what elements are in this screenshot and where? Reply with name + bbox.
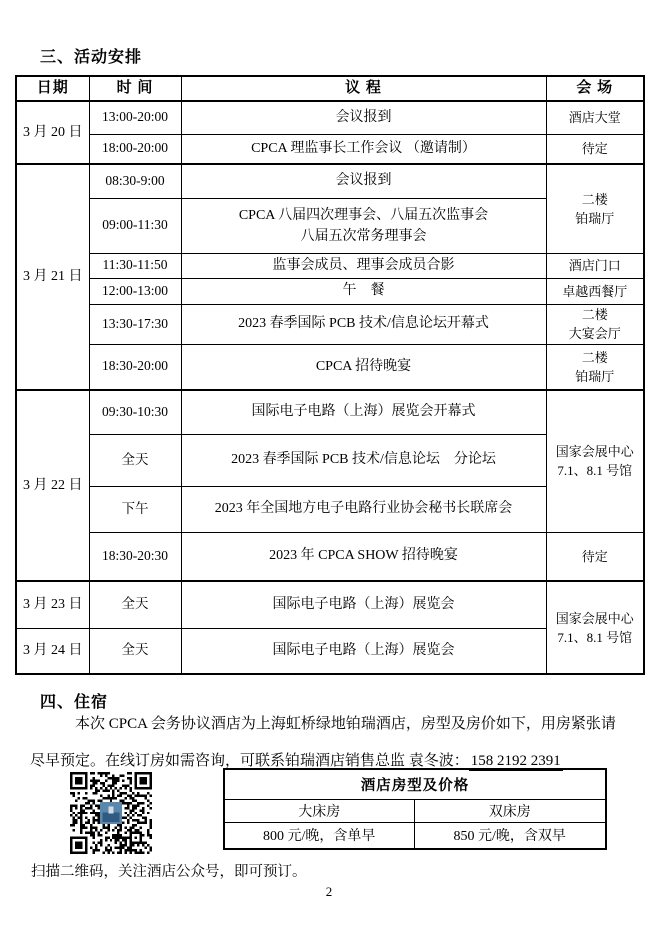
paragraph-line-prefix: 尽早预定。在线订房如需咨询，可联系铂瑞酒店销售总监 袁冬波： [30, 753, 469, 769]
agenda-cell: CPCA 理监事长工作会议 （邀请制） [181, 134, 546, 164]
schedule-row [16, 344, 644, 390]
schedule-row [16, 532, 644, 581]
venue-line: 二楼 [581, 349, 608, 365]
agenda-cell: 国际电子电路（上海）展览会开幕式 [181, 390, 546, 434]
time-cell: 09:30-10:30 [89, 390, 181, 434]
agenda-cell: 会议报到 [181, 101, 546, 134]
column-header-agenda: 议 程 [181, 76, 546, 101]
section4-heading: 四、住宿 [40, 694, 109, 711]
agenda-line: 八届五次常务理事会 [300, 228, 427, 244]
time-cell: 全天 [89, 434, 181, 486]
venue-cell: 酒店门口 [546, 253, 644, 278]
time-cell: 11:30-11:50 [89, 253, 181, 278]
price-table-title: 酒店房型及价格 [224, 769, 606, 799]
time-cell: 全天 [89, 628, 181, 674]
paragraph-line: 本次 CPCA 会务协议酒店为上海虹桥绿地铂瑞酒店，房型及房价如下，用房紧张请 [75, 716, 616, 732]
schedule-header-row [16, 76, 644, 101]
price-cell: 800 元/晚，含单早 [224, 822, 414, 849]
agenda-cell: 2023 年全国地方电子电路行业协会秘书长联席会 [181, 486, 546, 532]
venue-line: 国家会展中心 [555, 610, 634, 626]
price-table-header-row [224, 769, 606, 799]
venue-cell [546, 390, 644, 532]
venue-line: 二楼 [581, 307, 608, 322]
agenda-cell: 2023 春季国际 PCB 技术/信息论坛 分论坛 [181, 434, 546, 486]
room-type-cell: 双床房 [414, 799, 606, 822]
time-cell: 08:30-9:00 [89, 164, 181, 198]
time-cell: 全天 [89, 581, 181, 628]
schedule-row [16, 164, 644, 198]
phone-number: 158 2192 2391 [470, 753, 561, 769]
venue-cell: 待定 [546, 134, 644, 164]
agenda-cell: 午 餐 [181, 278, 546, 304]
venue-cell [546, 304, 644, 344]
column-header-date: 日期 [16, 76, 89, 101]
time-cell: 下午 [89, 486, 181, 532]
venue-line: 二楼 [581, 191, 608, 207]
venue-cell [546, 344, 644, 390]
qr-caption: 扫描二维码，关注酒店公众号，即可预订。 [31, 864, 307, 880]
venue-line: 铂瑞厅 [575, 210, 615, 226]
column-header-venue: 会 场 [546, 76, 644, 101]
date-cell: 3 月 22 日 [16, 390, 89, 581]
date-cell: 3 月 20 日 [16, 101, 89, 164]
time-cell: 09:00-11:30 [89, 198, 181, 253]
time-cell: 13:30-17:30 [89, 304, 181, 344]
price-cell: 850 元/晚，含双早 [414, 822, 606, 849]
schedule-row [16, 304, 644, 344]
hotel-qr-code [70, 772, 152, 854]
schedule-row [16, 253, 644, 278]
section3-heading: 三、活动安排 [40, 49, 143, 66]
schedule-row [16, 278, 644, 304]
column-header-time: 时 间 [89, 76, 181, 101]
schedule-row [16, 390, 644, 434]
agenda-cell [181, 198, 546, 253]
agenda-cell: 2023 春季国际 PCB 技术/信息论坛开幕式 [181, 304, 546, 344]
time-cell: 18:30-20:00 [89, 344, 181, 390]
venue-line: 铂瑞厅 [575, 368, 615, 384]
venue-cell [546, 581, 644, 674]
venue-line: 国家会展中心 [555, 444, 634, 460]
time-cell: 13:00-20:00 [89, 101, 181, 134]
venue-cell: 卓越西餐厅 [546, 278, 644, 304]
date-cell: 3 月 21 日 [16, 164, 89, 390]
time-cell: 12:00-13:00 [89, 278, 181, 304]
schedule-row [16, 101, 644, 134]
agenda-cell: 国际电子电路（上海）展览会 [181, 628, 546, 674]
agenda-cell: 会议报到 [181, 164, 546, 198]
venue-line: 大宴会厅 [568, 326, 621, 341]
time-cell: 18:30-20:30 [89, 532, 181, 581]
venue-cell: 待定 [546, 532, 644, 581]
page-number: 2 [325, 884, 333, 899]
price-row [224, 822, 606, 849]
schedule-table [15, 75, 645, 675]
venue-line: 7.1、8.1 号馆 [557, 463, 633, 479]
qr-code-block [70, 772, 152, 854]
venue-cell: 酒店大堂 [546, 101, 644, 134]
schedule-row [16, 134, 644, 164]
room-type-cell: 大床房 [224, 799, 414, 822]
date-cell: 3 月 24 日 [16, 628, 89, 674]
venue-cell [546, 164, 644, 253]
room-type-row [224, 799, 606, 822]
price-table [223, 768, 607, 850]
agenda-cell: 国际电子电路（上海）展览会 [181, 581, 546, 628]
agenda-cell: 监事会成员、理事会成员合影 [181, 253, 546, 278]
time-cell: 18:00-20:00 [89, 134, 181, 164]
agenda-cell: CPCA 招待晚宴 [181, 344, 546, 390]
agenda-line: CPCA 八届四次理事会、八届五次监事会 [238, 207, 489, 223]
schedule-row [16, 581, 644, 628]
agenda-cell: 2023 年 CPCA SHOW 招待晚宴 [181, 532, 546, 581]
venue-line: 7.1、8.1 号馆 [557, 629, 633, 645]
date-cell: 3 月 23 日 [16, 581, 89, 628]
